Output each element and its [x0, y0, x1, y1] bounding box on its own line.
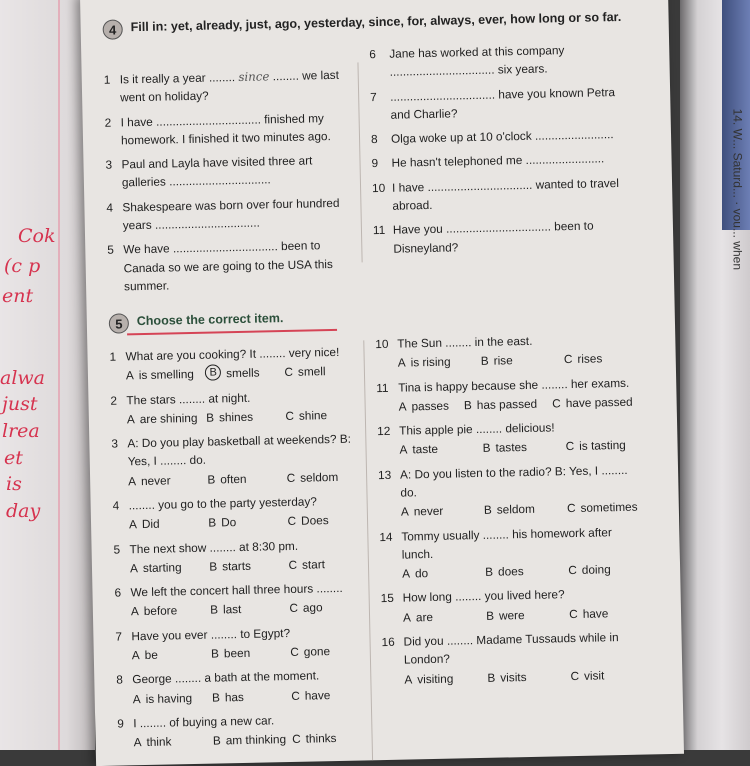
choice-item: 12 This apple pie ........ delicious! A taste B tastes C is tasting [377, 417, 640, 460]
fill-in-item: 6 Jane has worked at this company ................................ six years. [369, 43, 565, 80]
exercise-4-right-column [369, 40, 636, 264]
choice-item: 1 What are you cooking? It ........ very nice! A is smelling B smells C smell [109, 343, 355, 386]
column-divider [357, 62, 362, 262]
fill-in-item: 2 I have ................................ finished my homework. I finished it two minutes ago. [104, 110, 331, 148]
handwritten-note: Cok [18, 225, 56, 247]
fill-in-item: 7 ................................ have you known Petra and Charlie? [370, 84, 616, 122]
fill-in-item: 1 Is it really a year ........ since ........ we last went on holiday? [103, 67, 340, 105]
option-c[interactable]: C shine [285, 408, 328, 423]
option-a[interactable]: A are [402, 609, 434, 625]
option-a[interactable]: A never [128, 473, 171, 489]
choice-item: 5 The next show ........ at 8:30 pm. A starting B starts C start [113, 535, 359, 578]
exercise-5-left-column [109, 343, 363, 758]
choice-item: 7 Have you ever ........ to Egypt? A be B been C gone [115, 622, 361, 665]
option-c[interactable]: C smell [284, 364, 326, 380]
option-b[interactable]: B am thinking [212, 732, 287, 748]
option-c[interactable]: C have passed [552, 394, 633, 411]
option-a[interactable]: A never [400, 503, 444, 519]
choice-item: 4 ........ you go to the party yesterday? A Did B Do C Does [112, 492, 358, 535]
option-c[interactable]: C seldom [286, 469, 339, 485]
option-b[interactable]: B has [211, 689, 245, 705]
fill-in-item: 9 He hasn't telephoned me ........................ [371, 151, 605, 171]
written-answer: since [238, 69, 270, 84]
notebook-margin-line [58, 0, 60, 750]
option-c[interactable]: C ago [289, 600, 323, 616]
exercise-5-title: Choose the correct item. [136, 311, 284, 329]
choice-item: 8 George ........ a bath at the moment. A is having B has C have [116, 666, 362, 709]
handwritten-note: day [6, 500, 41, 522]
option-a[interactable]: A passes [398, 398, 450, 414]
exercise-4-title: Fill in: yet, already, just, ago, yesterday, since, for, always, ever, how long or so far. [130, 9, 622, 35]
option-a[interactable]: A before [130, 603, 178, 619]
choice-item: 11 Tina is happy because she ........ her exams. A passes B has passed C have passed [376, 373, 639, 416]
option-c[interactable]: C sometimes [566, 499, 638, 516]
exercise-4-left-column [104, 66, 354, 302]
exercise-number-badge: 4 [102, 19, 122, 39]
choice-item: 2 The stars ........ at night. A are shining B shines C shine [110, 386, 356, 429]
choice-item: 15 How long ........ you lived here? A are B were C have [380, 584, 643, 627]
option-b[interactable]: B last [210, 602, 242, 618]
option-c[interactable]: C visit [570, 667, 605, 683]
option-b[interactable]: B been [210, 645, 251, 661]
option-a[interactable]: A visiting [404, 671, 454, 687]
option-c[interactable]: C have [291, 687, 331, 703]
option-c[interactable]: C is tasting [565, 438, 626, 454]
fill-in-item: 10 I have ................................ wanted to travel abroad. [371, 175, 620, 213]
handwritten-note: just [2, 393, 38, 415]
option-b[interactable]: B seldom [483, 502, 535, 518]
option-a[interactable]: A are shining [126, 410, 198, 427]
option-a[interactable]: A is smelling [125, 367, 195, 383]
handwritten-note: lrea [2, 420, 40, 442]
option-c[interactable]: C start [288, 557, 326, 572]
workbook-page [80, 0, 684, 766]
choice-item: 16 Did you ........ Madame Tussauds while in London? A visiting B visits C visit [381, 628, 644, 689]
option-c[interactable]: C gone [290, 644, 331, 659]
choice-item: 3 A: Do you play basketball at weekends? B: Yes, I ........ do. A never B often C seldom [111, 430, 357, 491]
option-a[interactable]: A is having [132, 690, 193, 706]
option-a[interactable]: A starting [129, 560, 182, 576]
choice-item: 10 The Sun ........ in the east. A is rising B rise C rises [375, 330, 638, 373]
option-b[interactable]: B often [207, 471, 247, 487]
handwritten-note: alwa [0, 367, 45, 389]
handwritten-note: et [4, 447, 23, 469]
option-a[interactable]: A do [402, 566, 429, 581]
option-b[interactable]: B were [485, 607, 525, 623]
option-b-selected[interactable]: B smells [205, 363, 285, 383]
choice-item: 14 Tommy usually ........ his homework after lunch. A do B does C doing [379, 522, 642, 583]
column-divider [363, 340, 373, 760]
option-c[interactable]: C thinks [291, 731, 337, 747]
option-c[interactable]: C have [569, 605, 609, 621]
option-c[interactable]: C rises [563, 351, 603, 367]
fill-in-item: 3 Paul and Layla have visited three art galleries ............................... [105, 153, 313, 190]
option-b[interactable]: B visits [487, 669, 527, 685]
option-a[interactable]: A is rising [397, 354, 451, 370]
option-b[interactable]: B tastes [482, 440, 528, 456]
option-a[interactable]: A taste [399, 442, 439, 458]
choice-item: 9 I ........ of buying a new car. A think B am thinking C thinks [117, 709, 363, 752]
choice-item: 13 A: Do you listen to the radio? B: Yes, I ........ do. A never B seldom C sometimes [378, 460, 641, 521]
option-b[interactable]: B has passed [463, 396, 538, 413]
fill-in-item: 8 Olga woke up at 10 o'clock ........................ [370, 127, 614, 147]
handwritten-note: (c p [4, 255, 41, 277]
option-a[interactable]: A be [131, 647, 158, 663]
fill-in-item: 4 Shakespeare was born over four hundred years ................................ [106, 195, 340, 233]
option-b[interactable]: B does [485, 564, 524, 579]
handwritten-note: ent [2, 285, 34, 307]
option-b[interactable]: B starts [209, 558, 252, 574]
exercise-5-right-column [375, 330, 644, 695]
side-book-text: 14. W... Saturd... · vou... when [730, 108, 744, 270]
option-b[interactable]: B shines [205, 409, 254, 425]
option-c[interactable]: C doing [568, 562, 611, 578]
option-b[interactable]: B Do [208, 515, 237, 530]
option-a[interactable]: A think [133, 734, 172, 750]
fill-in-item: 11 Have you ................................ been to Disneyland? [372, 218, 594, 256]
choice-item: 6 We left the concert hall three hours ........ A before B last C ago [114, 579, 360, 622]
option-c[interactable]: C Does [287, 513, 329, 529]
option-b[interactable]: B rise [480, 353, 513, 369]
option-a[interactable]: A Did [128, 516, 160, 532]
exercise-number-badge: 5 [109, 313, 129, 333]
circled-answer-mark: B [205, 365, 221, 381]
fill-in-item: 5 We have ................................ been to Canada so we are going to the USA this summer. [107, 238, 334, 294]
exercise-4-header [102, 9, 622, 40]
handwritten-note: is [6, 473, 22, 495]
